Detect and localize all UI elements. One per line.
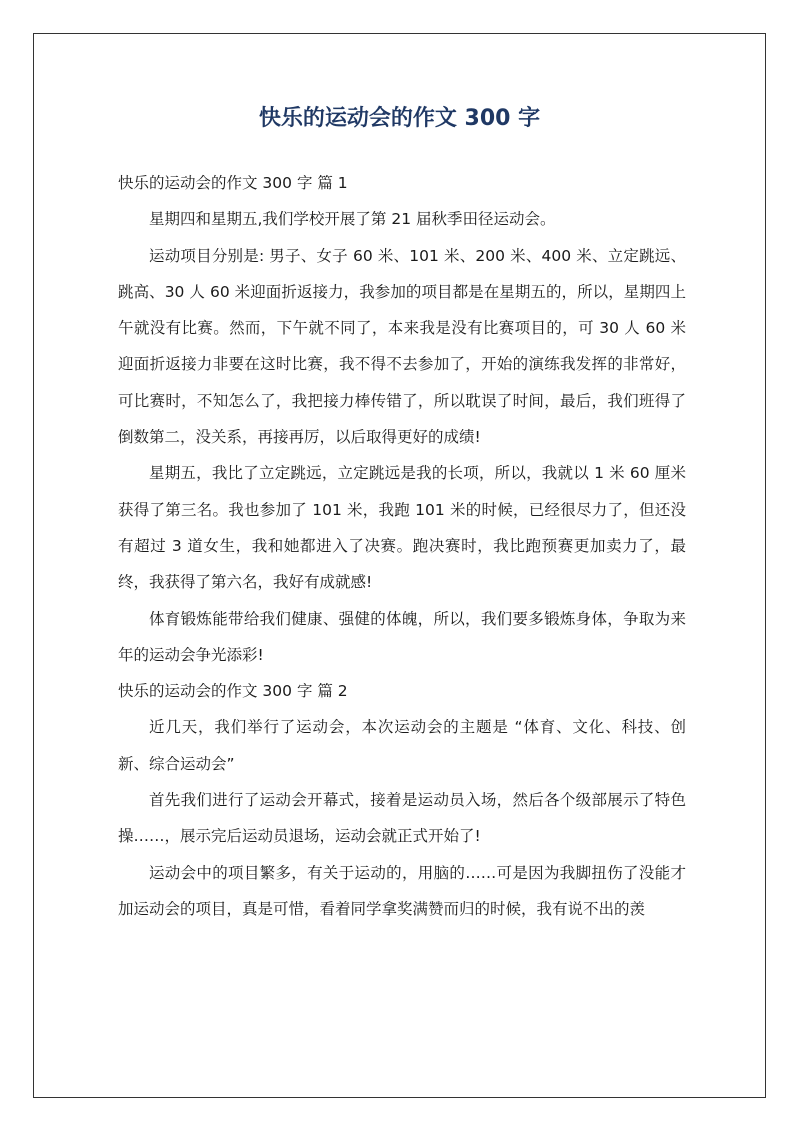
section-heading: 快乐的运动会的作文 300 字 篇 1	[118, 174, 348, 192]
paragraph: 星期五，我比了立定跳远，立定跳远是我的长项，所以，我就以 1 米 60 厘米获得了第三名。我也参加了 101 米，我跑 101 米的时候，已经很尽力了，但还没有超过 3 道女生，我和她都进入了决赛。跑决赛时，我比跑预赛更加卖力了，最终，我获得了第六名，我好有成就感!	[118, 464, 686, 592]
paragraph: 近几天，我们举行了运动会，本次运动会的主题是 “体育、文化、科技、创新、综合运动会”	[118, 718, 686, 773]
paragraph: 运动项目分别是: 男子、女子 60 米、101 米、200 米、400 米、立定跳远、跳高、30 人 60 米迎面折返接力，我参加的项目都是在星期五的，所以，星期四上午就没有比赛。然而，下午就不同了，本来我是没有比赛项目的，可 30 人 60 米迎面折返接力非要在这时比赛，我不得不去参加了，开始的演练我发挥的非常好，可比赛时，不知怎么了，我把接力棒传错了，所以耽误了时间，最后，我们班得了倒数第二，没关系，再接再厉，以后取得更好的成绩!	[118, 246, 686, 447]
paragraph: 体育锻炼能带给我们健康、强健的体魄，所以，我们要多锻炼身体，争取为来年的运动会争光添彩!	[118, 609, 686, 664]
section-heading: 快乐的运动会的作文 300 字 篇 2	[118, 682, 348, 701]
document-title: 快乐的运动会的作文 300 字	[258, 106, 541, 131]
document-body	[118, 165, 686, 927]
paragraph: 首先我们进行了运动会开幕式，接着是运动员入场，然后各个级部展示了特色操……，展示完后运动员退场，运动会就正式开始了!	[118, 791, 686, 846]
paragraph: 运动会中的项目繁多，有关于运动的，用脑的……可是因为我脚扭伤了没能才加运动会的项目，真是可惜，看着同学拿奖满赞而归的时候，我有说不出的羡	[118, 863, 686, 918]
paragraph: 星期四和星期五,我们学校开展了第 21 届秋季田径运动会。	[149, 210, 556, 229]
